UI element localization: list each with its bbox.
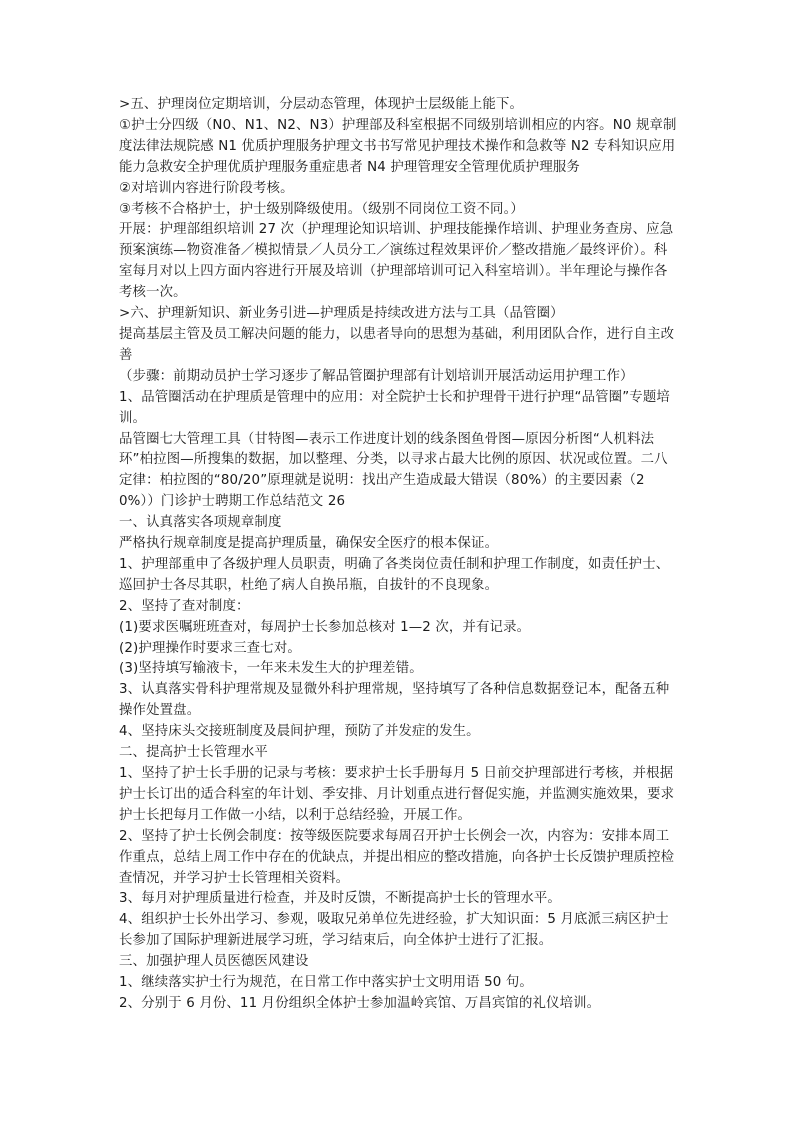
paragraph: 2、分别于 6 月份、11 月份组织全体护士参加温岭宾馆、万昌宾馆的礼仪培训。	[119, 995, 601, 1011]
paragraph: 3、认真落实骨科护理常规及显微外科护理常规，坚持填写了各种信息数据登记本，配备五种操作处置盘。	[119, 682, 670, 719]
heading-2: 二、提高护士长管理水平	[119, 745, 268, 761]
heading-section-5: >五、护理岗位定期培训，分层动态管理，体现护士层级能上能下。	[119, 97, 524, 112]
paragraph: 2、坚持了查对制度：	[119, 598, 250, 614]
heading-1: 一、认真落实各项规章制度	[119, 515, 282, 531]
paragraph: 1、品管圈活动在护理质是管理中的应用：对全院护士长和护理骨干进行护理“品管圈”专题培训。	[119, 389, 670, 426]
paragraph: (3)坚持填写输液卡，一年来未发生大的护理差错。	[119, 661, 423, 677]
paragraph: 品管圈七大管理工具（甘特图—表示工作进度计划的线条图鱼骨图—原因分析图“人机料法环”柏拉图—所搜集的数据，加以整理、分类，以寻求占最大比例的原因、状况或位置。二八定律：柏拉图的“80/20”原理就是说明：找出产生造成最大错误（80%）的主要因素（20%））门诊护士聘期工作总结范文 26	[119, 431, 668, 510]
heading-section-6: >六、护理新知识、新业务引进—护理质是持续改进方法与工具（品管圈）	[119, 306, 564, 322]
paragraph: (1)要求医嘱班班查对，每周护士长参加总核对 1—2 次，并有记录。	[119, 619, 531, 635]
paragraph: (2)护理操作时要求三查七对。	[119, 640, 301, 656]
paragraph: 1、继续落实护士行为规范，在日常工作中落实护士文明用语 50 句。	[119, 975, 533, 991]
paragraph: 2、坚持了护士长例会制度：按等级医院要求每周召开护士长例会一次，内容为：安排本周工作重点，总结上周工作中存在的优缺点，并提出相应的整改措施，向各护士长反馈护理质控检查情况，并学习护士长管理相关资料。	[119, 828, 675, 886]
paragraph: ①护士分四级（N0、N1、N2、N3）护理部及科室根据不同级别培训相应的内容。N0 规章制度法律法规院感 N1 优质护理服务护理文书书写常见护理技术操作和急救等 N2 专科知识应用能力急救安全护理优质护理服务重症患者 N4 护理管理安全管理优质护理服务	[119, 117, 677, 175]
paragraph: ③考核不合格护士，护士级别降级使用。（级别不同岗位工资不同。）	[119, 201, 524, 217]
paragraph: 严格执行规章制度是提高护理质量，确保安全医疗的根本保证。	[119, 536, 499, 552]
paragraph: 1、护理部重申了各级护理人员职责，明确了各类岗位责任制和护理工作制度，如责任护士、巡回护士各尽其职，杜绝了病人自换吊瓶，自拔针的不良现象。	[119, 556, 670, 593]
paragraph: 提高基层主管及员工解决问题的能力，以患者导向的思想为基础，利用团队合作，进行自主改善	[119, 326, 675, 363]
paragraph: ②对培训内容进行阶段考核。	[119, 180, 294, 196]
document-body	[119, 95, 679, 1015]
paragraph: 4、组织护士长外出学习、参观，吸取兄弟单位先进经验，扩大知识面：5 月底派三病区护士长参加了国际护理新进展学习班，学习结束后，向全体护士进行了汇报。	[119, 912, 669, 949]
paragraph: 开展：护理部组织培训 27 次（护理理论知识培训、护理技能操作培训、护理业务查房、应急预案演练—物资准备／模拟情景／人员分工／演练过程效果评价／整改措施／最终评价）。科室每月对以上四方面内容进行开展及培训（护理部培训可记入科室培训）。半年理论与操作各考核一次。	[119, 222, 674, 301]
paragraph: 1、坚持了护士长手册的记录与考核：要求护士长手册每月 5 日前交护理部进行考核，并根据护士长订出的适合科室的年计划、季安排、月计划重点进行督促实施，并监测实施效果，要求护士长把每月工作做一小结，以利于总结经验，开展工作。	[119, 766, 675, 823]
heading-3: 三、加强护理人员医德医风建设	[119, 954, 309, 970]
paragraph: 3、每月对护理质量进行检查，并及时反馈，不断提高护士长的管理水平。	[119, 891, 561, 907]
paragraph: 4、坚持床头交接班制度及晨间护理，预防了并发症的发生。	[119, 724, 480, 740]
paragraph: （步骤：前期动员护士学习逐步了解品管圈护理部有计划培训开展活动运用护理工作）	[119, 368, 634, 384]
